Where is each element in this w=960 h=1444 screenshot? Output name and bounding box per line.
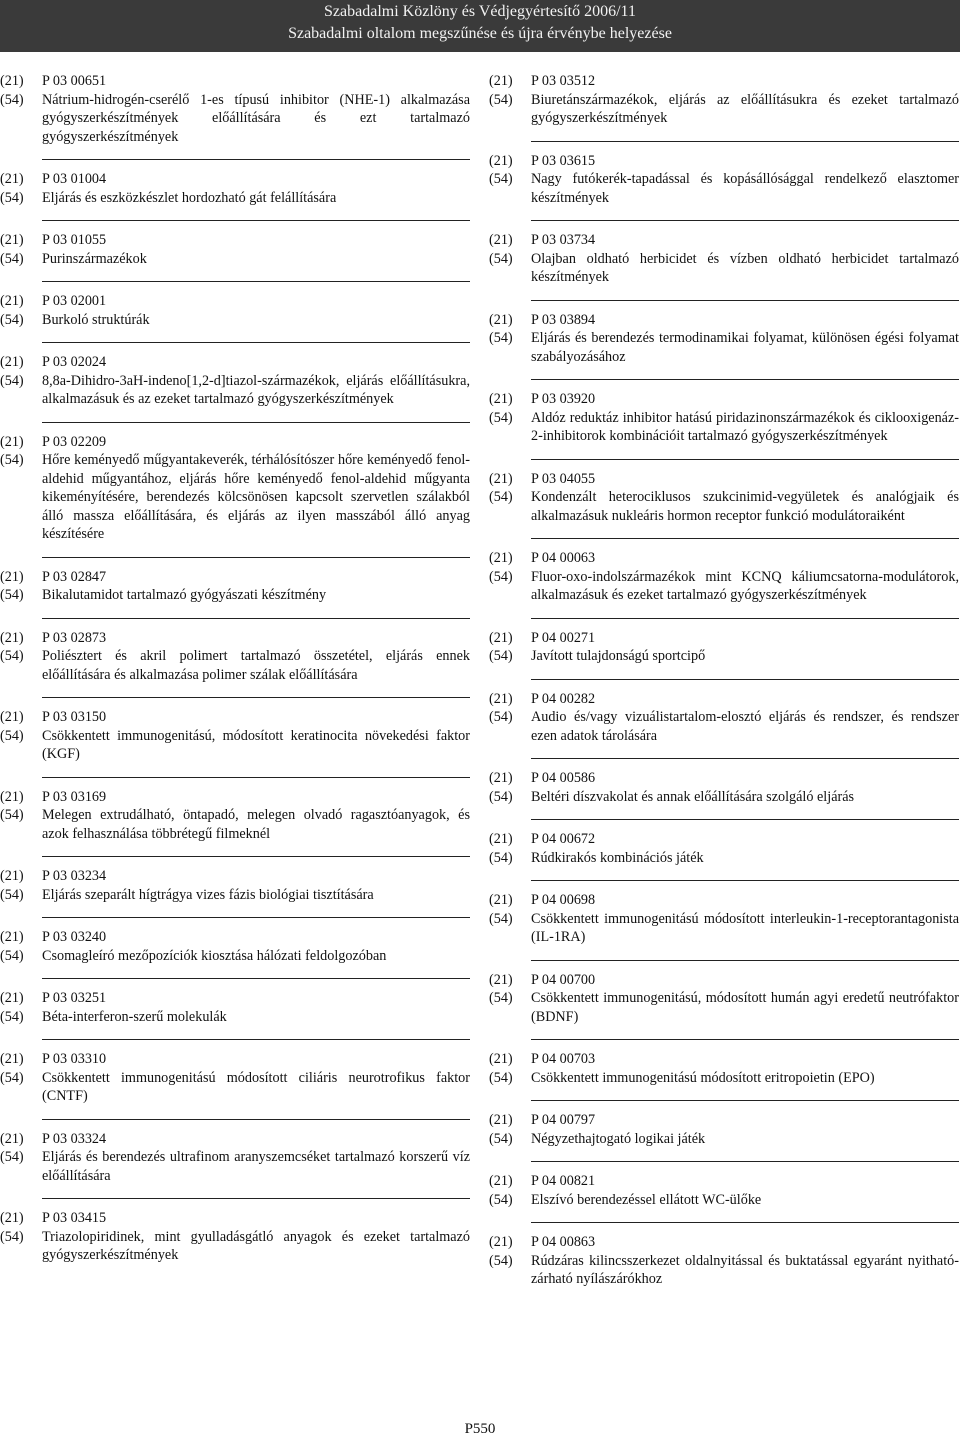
field-code-54: (54)	[0, 727, 24, 744]
field-code-21: (21)	[0, 232, 24, 248]
application-number: P 04 00821	[531, 1173, 596, 1189]
application-number: P 03 03234	[42, 868, 107, 884]
patent-entry	[489, 72, 959, 128]
invention-title: Eljárás szeparált hígtrágya vizes fázis biológiai tisztítására	[42, 886, 374, 903]
patent-entry	[0, 928, 470, 965]
field-code-54: (54)	[489, 330, 513, 346]
entry-divider	[531, 538, 959, 539]
application-number: P 03 02024	[42, 354, 107, 370]
patent-entry	[0, 629, 470, 685]
entry-divider	[531, 618, 959, 619]
field-code-21: (21)	[489, 971, 513, 988]
journal-title: Szabadalmi Közlöny és Védjegyértesítő 2006/11	[324, 3, 636, 20]
invention-title: 8,8a-Dihidro-3aH-indeno[1,2-d]tiazol-származékok, eljárás előállításukra, alkalmazásuk és az ezeket tartalmazó gyógyszerkészítmények	[42, 372, 470, 407]
invention-title: Eljárás és berendezés ultrafinom aranyszemcséket tartalmazó korszerű víz előállítására	[42, 1149, 470, 1184]
left-column	[0, 72, 470, 1265]
entry-divider	[42, 557, 470, 558]
invention-title: Nagy futókerék-tapadással és kopásállósággal rendelkező elasztomer készítmények	[531, 171, 959, 206]
field-code-21: (21)	[489, 73, 513, 89]
invention-title: Elszívó berendezéssel ellátott WC-ülőke	[531, 1191, 762, 1208]
application-number: P 03 03734	[531, 232, 596, 248]
field-code-54: (54)	[0, 452, 24, 468]
invention-title: Eljárás és berendezés termodinamikai folyamat, különösen égési folyamat szabályozásához	[531, 330, 959, 365]
application-number: P 03 03324	[42, 1130, 107, 1147]
invention-title: Nátrium-hidrogén-cserélő 1-es típusú inhibitor (NHE-1) alkalmazása gyógyszerkészítmények előállítására és ezt tartalmazó gyógyszerkészítmények	[42, 91, 470, 145]
application-number: P 04 00586	[531, 770, 596, 786]
patent-entry	[489, 390, 959, 446]
field-code-54: (54)	[489, 409, 513, 426]
application-number: P 04 00672	[531, 831, 596, 847]
field-code-21: (21)	[489, 311, 513, 328]
entry-divider	[531, 880, 959, 881]
entry-divider	[42, 697, 470, 698]
field-code-54: (54)	[489, 1191, 513, 1208]
application-number: P 03 03415	[42, 1210, 107, 1226]
patent-entry	[489, 629, 959, 666]
patent-entry	[0, 1050, 470, 1106]
field-code-21: (21)	[0, 1130, 24, 1147]
field-code-54: (54)	[489, 91, 513, 108]
invention-title: Javított tulajdonságú sportcipő	[531, 648, 706, 664]
application-number: P 03 00651	[42, 73, 107, 89]
application-number: P 04 00698	[531, 892, 596, 908]
patent-entry	[489, 470, 959, 526]
field-code-54: (54)	[0, 587, 24, 603]
field-code-21: (21)	[489, 892, 513, 908]
invention-title: Rúdkirakós kombinációs játék	[531, 849, 704, 866]
patent-entry	[489, 891, 959, 947]
invention-title: Bikalutamidot tartalmazó gyógyászati készítmény	[42, 587, 327, 603]
patent-entry	[489, 1172, 959, 1209]
invention-title: Burkoló struktúrák	[42, 311, 150, 328]
field-code-21: (21)	[489, 770, 513, 786]
field-code-54: (54)	[0, 1008, 24, 1025]
field-code-21: (21)	[489, 1051, 513, 1067]
invention-title: Beltéri díszvakolat és annak előállítására szolgáló eljárás	[531, 788, 855, 805]
field-code-21: (21)	[489, 152, 513, 169]
patent-entry	[489, 971, 959, 1027]
invention-title: Kondenzált heterociklusos szukcinimid-vegyületek és analógjaik és alkalmazásuk nukleáris hormon receptor funkció modulátoraiként	[531, 489, 959, 524]
entry-divider	[531, 679, 959, 680]
invention-title: Triazolopiridinek, mint gyulladásgátló anyagok és ezeket tartalmazó gyógyszerkészítmények	[42, 1228, 470, 1263]
field-code-21: (21)	[0, 709, 24, 725]
field-code-54: (54)	[489, 171, 513, 187]
patent-entry	[489, 1233, 959, 1289]
field-code-21: (21)	[0, 171, 24, 187]
field-code-54: (54)	[0, 947, 24, 964]
patent-entry	[0, 867, 470, 904]
patent-entry	[489, 311, 959, 367]
entry-divider	[42, 1198, 470, 1199]
page-number: P550	[464, 1421, 496, 1437]
entry-divider	[531, 819, 959, 820]
entry-divider	[42, 1039, 470, 1040]
application-number: P 03 03615	[531, 152, 596, 169]
invention-title: Olajban oldható herbicidet és vízben oldható herbicidet tartalmazó készítmények	[531, 250, 959, 285]
patent-entry	[489, 830, 959, 867]
field-code-54: (54)	[489, 568, 513, 585]
field-code-54: (54)	[489, 910, 513, 927]
field-code-21: (21)	[0, 568, 24, 585]
application-number: P 03 03512	[531, 73, 596, 89]
entry-divider	[42, 220, 470, 221]
application-number: P 03 02209	[42, 433, 107, 450]
entry-divider	[42, 917, 470, 918]
page-header	[0, 0, 960, 52]
field-code-54: (54)	[489, 709, 513, 725]
invention-title: Csökkentett immunogenitású módosított eritropoietin (EPO)	[531, 1069, 875, 1086]
field-code-54: (54)	[0, 807, 24, 823]
application-number: P 04 00703	[531, 1051, 596, 1067]
field-code-54: (54)	[489, 648, 513, 664]
entry-divider	[42, 618, 470, 619]
application-number: P 04 00063	[531, 550, 596, 566]
entry-divider	[531, 960, 959, 961]
patent-entry	[0, 788, 470, 844]
application-number: P 03 03894	[531, 311, 596, 328]
field-code-21: (21)	[489, 550, 513, 566]
patent-entry	[0, 433, 470, 544]
application-number: P 03 03310	[42, 1051, 107, 1067]
entry-divider	[531, 300, 959, 301]
field-code-21: (21)	[489, 1112, 513, 1128]
field-code-54: (54)	[489, 849, 513, 866]
patent-entry	[0, 989, 470, 1026]
entry-divider	[531, 1100, 959, 1101]
application-number: P 03 03251	[42, 990, 107, 1006]
entry-divider	[531, 758, 959, 759]
invention-title: Audio és/vagy vizuálistartalom-elosztó eljárás és rendszer, és rendszer ezen adatok tárolására	[531, 709, 959, 744]
entry-divider	[42, 342, 470, 343]
entry-divider	[42, 422, 470, 423]
entry-divider	[531, 1161, 959, 1162]
field-code-21: (21)	[489, 232, 513, 248]
field-code-54: (54)	[489, 489, 513, 505]
application-number: P 03 01055	[42, 232, 107, 248]
application-number: P 04 00271	[531, 629, 596, 646]
patent-entry	[0, 353, 470, 409]
patent-entry	[0, 292, 470, 329]
entry-divider	[42, 1119, 470, 1120]
invention-title: Fluor-oxo-indolszármazékok mint KCNQ káliumcsatorna-modulátorok, alkalmazásuk és ezeket tartalmazó gyógyszerkészítmények	[531, 568, 959, 603]
invention-title: Csökkentett immunogenitású módosított interleukin-1-receptorantagonista (IL-1RA)	[531, 910, 959, 945]
patent-entry	[0, 1209, 470, 1265]
invention-title: Béta-interferon-szerű molekulák	[42, 1008, 227, 1025]
patent-entry	[489, 690, 959, 746]
application-number: P 04 00797	[531, 1112, 596, 1128]
invention-title: Purinszármazékok	[42, 250, 147, 267]
application-number: P 03 03240	[42, 929, 107, 945]
section-title: Szabadalmi oltalom megszűnése és újra érvénybe helyezése	[288, 25, 672, 42]
invention-title: Poliésztert és akril polimert tartalmazó összetétel, eljárás ennek előállítására és alkalmazása polimer szálak előállítására	[42, 648, 470, 683]
field-code-21: (21)	[0, 1210, 24, 1226]
field-code-21: (21)	[489, 1173, 513, 1189]
entry-divider	[42, 281, 470, 282]
entry-divider	[531, 379, 959, 380]
field-code-21: (21)	[489, 629, 513, 646]
field-code-54: (54)	[0, 886, 24, 903]
invention-title: Biuretánszármazékok, eljárás az előállításukra és ezeket tartalmazó gyógyszerkészítmények	[531, 91, 959, 126]
field-code-54: (54)	[489, 990, 513, 1006]
field-code-21: (21)	[0, 929, 24, 945]
entry-divider	[531, 1222, 959, 1223]
field-code-54: (54)	[0, 372, 24, 389]
field-code-54: (54)	[489, 1252, 513, 1269]
patent-entry	[489, 1050, 959, 1087]
invention-title: Hőre keményedő műgyantakeverék, térhálósítószer hőre keményedő fenol-aldehid műgyantához, eljárás hőre keményedő fenol-aldehid műgyanta kikeményítésére, berendezés kölcsönösen kapcsolt szervetlen szálakból álló massza előállítására, és eljárás az ilyen masszából álló anyag készítésére	[42, 452, 470, 542]
field-code-21: (21)	[489, 831, 513, 847]
entry-divider	[42, 159, 470, 160]
field-code-54: (54)	[489, 1130, 513, 1147]
field-code-21: (21)	[0, 990, 24, 1006]
application-number: P 03 02001	[42, 293, 107, 309]
patent-entry	[0, 72, 470, 146]
field-code-21: (21)	[0, 629, 24, 646]
entry-divider	[42, 856, 470, 857]
patent-entry	[489, 152, 959, 208]
entry-divider	[42, 777, 470, 778]
field-code-54: (54)	[0, 311, 24, 328]
application-number: P 04 00282	[531, 690, 596, 707]
application-number: P 03 01004	[42, 171, 107, 187]
right-column	[489, 72, 959, 1289]
field-code-54: (54)	[0, 250, 24, 267]
field-code-21: (21)	[0, 73, 24, 89]
patent-entry	[0, 1130, 470, 1186]
entry-divider	[531, 1039, 959, 1040]
field-code-21: (21)	[0, 1051, 24, 1067]
patent-entry	[489, 231, 959, 287]
entry-divider	[531, 141, 959, 142]
patent-entry	[0, 231, 470, 268]
application-number: P 04 00863	[531, 1234, 596, 1250]
patent-entry	[0, 170, 470, 207]
invention-title: Csomagleíró mezőpozíciók kiosztása hálózati feldolgozóban	[42, 947, 387, 964]
field-code-21: (21)	[489, 391, 513, 407]
entry-divider	[531, 220, 959, 221]
field-code-21: (21)	[489, 470, 513, 487]
invention-title: Négyzethajtogató logikai játék	[531, 1130, 706, 1147]
application-number: P 03 04055	[531, 470, 596, 487]
patent-entry	[489, 549, 959, 605]
application-number: P 03 02873	[42, 629, 107, 646]
patent-entry	[0, 568, 470, 605]
field-code-21: (21)	[0, 788, 24, 805]
field-code-54: (54)	[0, 1069, 24, 1086]
field-code-21: (21)	[0, 293, 24, 309]
application-number: P 03 03150	[42, 709, 107, 725]
field-code-54: (54)	[489, 788, 513, 805]
entry-divider	[531, 459, 959, 460]
patent-entry	[0, 708, 470, 764]
invention-title: Csökkentett immunogenitású, módosított humán agyi eredetű neutrófaktor (BDNF)	[531, 990, 959, 1025]
field-code-54: (54)	[489, 250, 513, 267]
entry-divider	[42, 978, 470, 979]
invention-title: Aldóz reduktáz inhibitor hatású piridazinonszármazékok és ciklooxigenáz-2-inhibitorok kombinációit tartalmazó gyógyszerkészítmények	[531, 409, 959, 444]
application-number: P 03 02847	[42, 568, 107, 585]
field-code-54: (54)	[0, 648, 24, 664]
application-number: P 04 00700	[531, 971, 596, 988]
field-code-21: (21)	[0, 868, 24, 884]
field-code-21: (21)	[489, 690, 513, 707]
patent-entry	[489, 1111, 959, 1148]
field-code-21: (21)	[0, 433, 24, 450]
invention-title: Eljárás és eszközkészlet hordozható gát felállítására	[42, 189, 337, 206]
field-code-54: (54)	[0, 1149, 24, 1165]
field-code-21: (21)	[0, 354, 24, 370]
field-code-54: (54)	[489, 1069, 513, 1086]
field-code-54: (54)	[0, 91, 24, 108]
field-code-54: (54)	[0, 189, 24, 206]
invention-title: Csökkentett immunogenitású módosított ciliáris neurotrofikus faktor (CNTF)	[42, 1069, 470, 1104]
application-number: P 03 03169	[42, 788, 107, 805]
invention-title: Csökkentett immunogenitású, módosított keratinocita növekedési faktor (KGF)	[42, 727, 470, 762]
patent-entry	[489, 769, 959, 806]
invention-title: Rúdzáras kilincsszerkezet oldalnyitással és buktatással egyaránt nyitható-zárható nyílászárókhoz	[531, 1252, 959, 1287]
field-code-54: (54)	[0, 1228, 24, 1245]
invention-title: Melegen extrudálható, öntapadó, melegen olvadó ragasztóanyagok, és azok felhasználása többrétegű filmeknél	[42, 807, 470, 842]
field-code-21: (21)	[489, 1234, 513, 1250]
application-number: P 03 03920	[531, 391, 596, 407]
